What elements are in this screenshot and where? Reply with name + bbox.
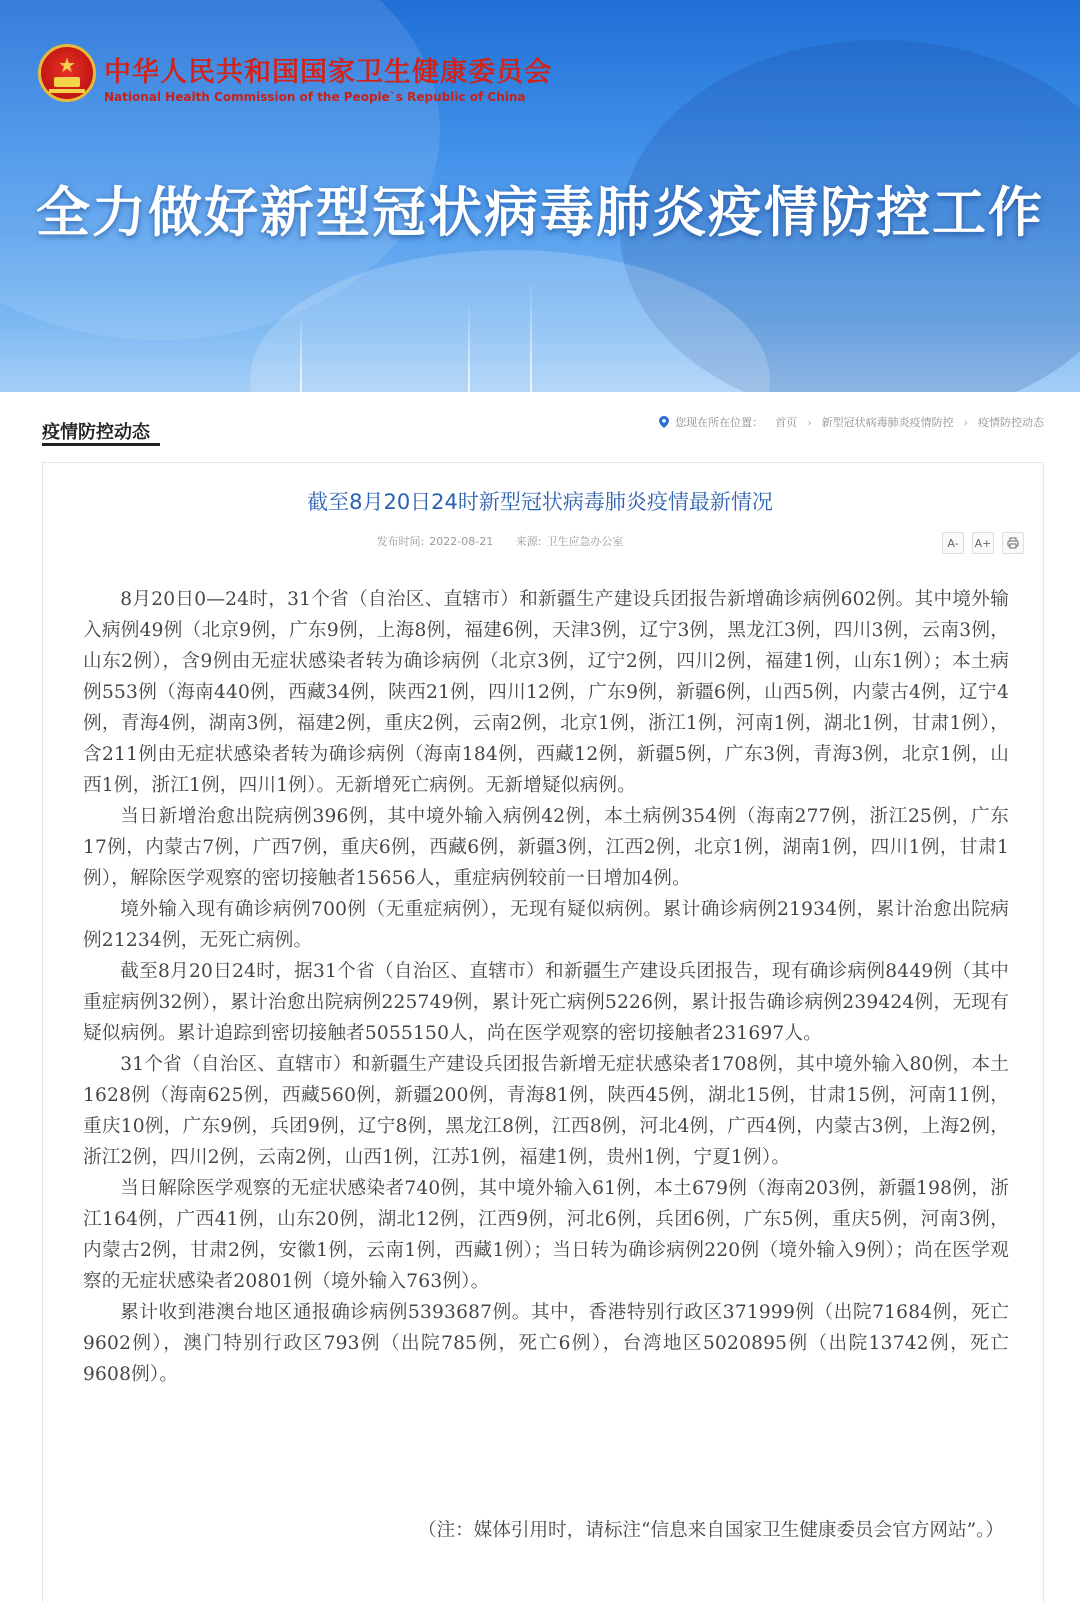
article-paragraph: 境外输入现有确诊病例700例（无重症病例），无现有疑似病例。累计确诊病例21934例，累计治愈出院病例21234例，无死亡病例。 xyxy=(83,899,1009,951)
font-decrease-button[interactable]: A- xyxy=(942,532,964,554)
breadcrumb-prefix: 您现在所在位置： xyxy=(675,416,764,429)
org-name-en: National Health Commission of the People`s Republic of China xyxy=(104,90,526,104)
emblem-base xyxy=(49,89,85,93)
breadcrumb xyxy=(659,414,1044,430)
banner-slogan: 全力做好新型冠状病毒肺炎疫情防控工作 xyxy=(36,181,1044,244)
banner-light-beam xyxy=(300,310,302,392)
article-body xyxy=(83,584,1009,1390)
publish-date: 2022-08-21 xyxy=(429,535,494,548)
national-emblem-logo[interactable] xyxy=(38,44,96,102)
breadcrumb-current-link[interactable]: 疫情防控动态 xyxy=(978,416,1044,429)
print-icon xyxy=(1007,537,1019,549)
tiananmen-icon xyxy=(54,77,80,87)
publish-label: 发布时间: xyxy=(376,535,425,548)
media-citation-note: （注：媒体引用时，请标注“信息来自国家卫生健康委员会官方网站”。） xyxy=(417,1520,1004,1541)
article-paragraph: 31个省（自治区、直辖市）和新疆生产建设兵团报告新增无症状感染者1708例，其中境外输入80例，本土1628例（海南625例，西藏560例，新疆200例，青海81例，陕西45例，湖北15例，甘肃15例，河南11例，重庆10例，广东9例，兵团9例，辽宁8例，黑龙江8例，江西8例，河北4例，广西4例，内蒙古3例，上海2例，浙江2例，四川2例，云南2例，山西1例，江苏1例，福建1例，贵州1例，宁夏1例）。 xyxy=(83,1054,1009,1168)
article-tools xyxy=(942,532,1024,554)
article-paragraph: 当日解除医学观察的无症状感染者740例，其中境外输入61例，本土679例（海南203例，新疆198例，浙江164例，广西41例，山东20例，湖北12例，江西9例，河北6例，兵团6例，广东5例，重庆5例，河南3例，内蒙古2例，甘肃2例，安徽1例，云南1例，西藏1例）；当日转为确诊病例220例（境外输入9例）；尚在医学观察的无症状感染者20801例（境外输入763例）。 xyxy=(83,1178,1009,1292)
banner-light-beam xyxy=(468,300,470,392)
source-label: 来源: xyxy=(515,535,542,548)
section-title: 疫情防控动态 xyxy=(42,422,150,443)
article-paragraph: 8月20日0—24时，31个省（自治区、直辖市）和新疆生产建设兵团报告新增确诊病例602例。其中境外输入病例49例（北京9例，广东9例，上海8例，福建6例，天津3例，辽宁3例，黑龙江3例，四川3例，云南3例，山东2例），含9例由无症状感染者转为确诊病例（北京3例，辽宁2例，四川2例，福建1例，山东1例）；本土病例553例（海南440例，西藏34例，陕西21例，四川12例，广东9例，新疆6例，山西5例，内蒙古4例，辽宁4例，青海4例，湖南3例，福建2例，重庆2例，云南2例，北京1例，浙江1例，河南1例，湖北1例，甘肃1例），含211例由无症状感染者转为确诊病例（海南184例，西藏12例，新疆5例，广东3例，青海3例，北京1例，山西1例，浙江1例，四川1例）。无新增死亡病例。无新增疑似病例。 xyxy=(83,589,1009,796)
source-value: 卫生应急办公室 xyxy=(546,535,624,548)
article-paragraph: 当日新增治愈出院病例396例，其中境外输入病例42例，本土病例354例（海南277例，浙江25例，广东17例，内蒙古7例，广西7例，重庆6例，西藏6例，新疆3例，江西2例，北京1例，湖南1例，四川1例，甘肃1例），解除医学观察的密切接触者15656人，重症病例较前一日增加4例。 xyxy=(83,806,1009,889)
breadcrumb-separator-icon: › xyxy=(807,415,812,429)
header-banner xyxy=(0,0,1080,392)
breadcrumb-home-link[interactable]: 首页 xyxy=(775,416,798,429)
org-name-cn[interactable]: 中华人民共和国国家卫生健康委员会 xyxy=(104,57,552,88)
article-paragraph: 截至8月20日24时，据31个省（自治区、直辖市）和新疆生产建设兵团报告，现有确诊病例8449例（其中重症病例32例），累计治愈出院病例225749例，累计死亡病例5226例，累计报告确诊病例239424例，无现有疑似病例。累计追踪到密切接触者5055150人，尚在医学观察的密切接触者231697人。 xyxy=(83,961,1009,1044)
banner-light-beam xyxy=(530,280,532,392)
print-button[interactable] xyxy=(1002,532,1024,554)
section-title-underline xyxy=(42,443,160,446)
location-pin-icon xyxy=(659,416,669,428)
article-title: 截至8月20日24时新型冠状病毒肺炎疫情最新情况 xyxy=(307,490,773,514)
article-meta xyxy=(0,533,1000,549)
article-paragraph: 累计收到港澳台地区通报确诊病例5393687例。其中，香港特别行政区371999例（出院71684例，死亡9602例），澳门特别行政区793例（出院785例，死亡6例），台湾地区5020895例（出院13742例，死亡9608例）。 xyxy=(83,1302,1009,1385)
breadcrumb-covid-link[interactable]: 新型冠状病毒肺炎疫情防控 xyxy=(821,416,954,429)
breadcrumb-separator-icon: › xyxy=(963,415,968,429)
star-icon: ★ xyxy=(58,53,76,77)
font-increase-button[interactable]: A+ xyxy=(972,532,994,554)
